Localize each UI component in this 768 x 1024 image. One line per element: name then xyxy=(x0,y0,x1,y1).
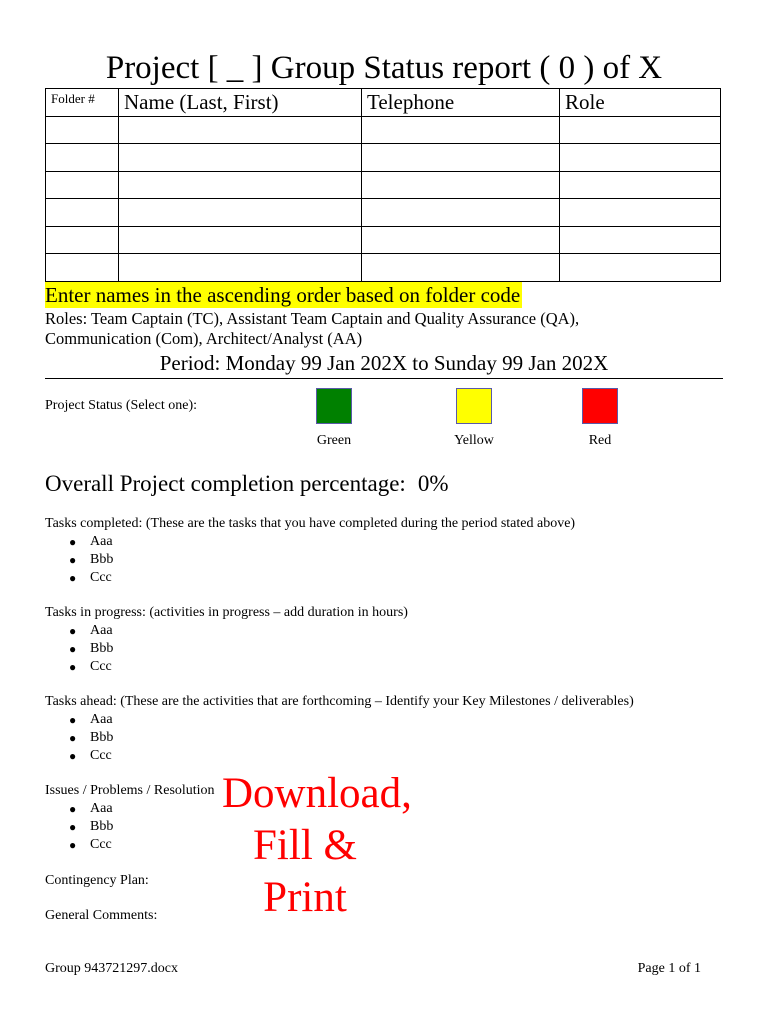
cell-folder[interactable] xyxy=(46,144,119,172)
footer-filename: Group 943721297.docx xyxy=(45,961,178,976)
table-row xyxy=(46,254,721,282)
table-row xyxy=(46,226,721,254)
bullet-icon: ● xyxy=(69,641,77,656)
status-yellow-label: Yellow xyxy=(454,433,494,448)
status-red-label: Red xyxy=(588,433,612,448)
status-yellow-button[interactable] xyxy=(456,388,492,424)
list-item: ● Bbb xyxy=(69,551,114,567)
bullet-icon: ● xyxy=(69,802,77,816)
cell-telephone[interactable] xyxy=(362,199,560,227)
list-item: ● Bbb xyxy=(69,818,114,834)
status-green-button[interactable] xyxy=(316,388,352,424)
section-heading: Tasks in progress: (activities in progress – add duration in hours) xyxy=(45,605,408,620)
header-telephone: Telephone xyxy=(362,89,560,117)
status-red-button[interactable] xyxy=(582,388,618,424)
page-title: Project [ _ ] Group Status report ( 0 ) of X xyxy=(105,50,663,86)
list-item: ● Ccc xyxy=(69,836,112,852)
tasks-in-progress-section xyxy=(45,604,408,675)
cell-telephone[interactable] xyxy=(362,254,560,282)
members-table xyxy=(45,88,721,282)
cell-name[interactable] xyxy=(119,254,362,282)
cell-role[interactable] xyxy=(560,171,721,199)
table-row xyxy=(46,116,721,144)
list-item: ● Aaa xyxy=(69,801,113,816)
bullet-icon: ● xyxy=(69,659,77,674)
bullet-icon: ● xyxy=(69,552,77,567)
list-item: ● Aaa xyxy=(69,534,113,549)
header-folder: Folder # xyxy=(46,89,119,117)
cell-telephone[interactable] xyxy=(362,144,560,172)
list-item: ● Ccc xyxy=(69,747,112,763)
table-row xyxy=(46,144,721,172)
table-header-row xyxy=(46,89,721,117)
bullet-icon: ● xyxy=(69,535,77,549)
cell-folder[interactable] xyxy=(46,199,119,227)
cell-role[interactable] xyxy=(560,226,721,254)
header-role: Role xyxy=(560,89,721,117)
list-item: ● Ccc xyxy=(69,658,112,674)
completion-label: Overall Project completion percentage: xyxy=(45,471,406,496)
cell-telephone[interactable] xyxy=(362,116,560,144)
list-item: ● Aaa xyxy=(69,712,113,727)
cell-name[interactable] xyxy=(119,171,362,199)
list-item: ● Ccc xyxy=(69,569,112,585)
watermark-text: Download, Fill & Print xyxy=(222,770,412,921)
cell-telephone[interactable] xyxy=(362,226,560,254)
section-heading: Issues / Problems / Resolution xyxy=(45,783,215,798)
issues-section xyxy=(45,782,215,853)
header-name: Name (Last, First) xyxy=(119,89,362,117)
cell-name[interactable] xyxy=(119,199,362,227)
bullet-icon: ● xyxy=(69,819,77,834)
cell-name[interactable] xyxy=(119,144,362,172)
completion-value[interactable]: 0% xyxy=(417,471,449,496)
list-item: ● Bbb xyxy=(69,640,114,656)
general-comments-label: General Comments: xyxy=(45,908,158,923)
table-row xyxy=(46,199,721,227)
cell-telephone[interactable] xyxy=(362,171,560,199)
footer-page-number: Page 1 of 1 xyxy=(637,961,701,976)
bullet-icon: ● xyxy=(69,837,77,852)
section-heading: Tasks ahead: (These are the activities that are forthcoming – Identify your Key Milestones / deliverables) xyxy=(45,694,634,709)
cell-role[interactable] xyxy=(560,254,721,282)
status-green-label: Green xyxy=(316,433,352,448)
cell-role[interactable] xyxy=(560,199,721,227)
divider xyxy=(45,378,723,379)
cell-name[interactable] xyxy=(119,116,362,144)
period-text: Period: Monday 99 Jan 202X to Sunday 99 Jan 202X xyxy=(159,351,609,375)
bullet-icon: ● xyxy=(69,713,77,727)
contingency-label: Contingency Plan: xyxy=(45,873,149,888)
bullet-icon: ● xyxy=(69,624,77,638)
list-item: ● Bbb xyxy=(69,729,114,745)
table-row xyxy=(46,171,721,199)
status-label: Project Status (Select one): xyxy=(45,398,198,413)
completion-line xyxy=(45,470,449,498)
cell-role[interactable] xyxy=(560,116,721,144)
instruction-highlight: Enter names in the ascending order based on folder code xyxy=(45,283,521,307)
cell-folder[interactable] xyxy=(46,254,119,282)
cell-folder[interactable] xyxy=(46,171,119,199)
tasks-ahead-section xyxy=(45,693,634,764)
cell-folder[interactable] xyxy=(46,116,119,144)
list-item: ● Aaa xyxy=(69,623,113,638)
tasks-completed-section xyxy=(45,515,575,586)
bullet-icon: ● xyxy=(69,570,77,585)
cell-name[interactable] xyxy=(119,226,362,254)
cell-folder[interactable] xyxy=(46,226,119,254)
roles-text: Roles: Team Captain (TC), Assistant Team Captain and Quality Assurance (QA), Communication (Com), Architect/Analyst (AA) xyxy=(45,309,580,348)
section-heading: Tasks completed: (These are the tasks that you have completed during the period stated above) xyxy=(45,516,576,531)
cell-role[interactable] xyxy=(560,144,721,172)
bullet-icon: ● xyxy=(69,730,77,745)
bullet-icon: ● xyxy=(69,748,77,763)
